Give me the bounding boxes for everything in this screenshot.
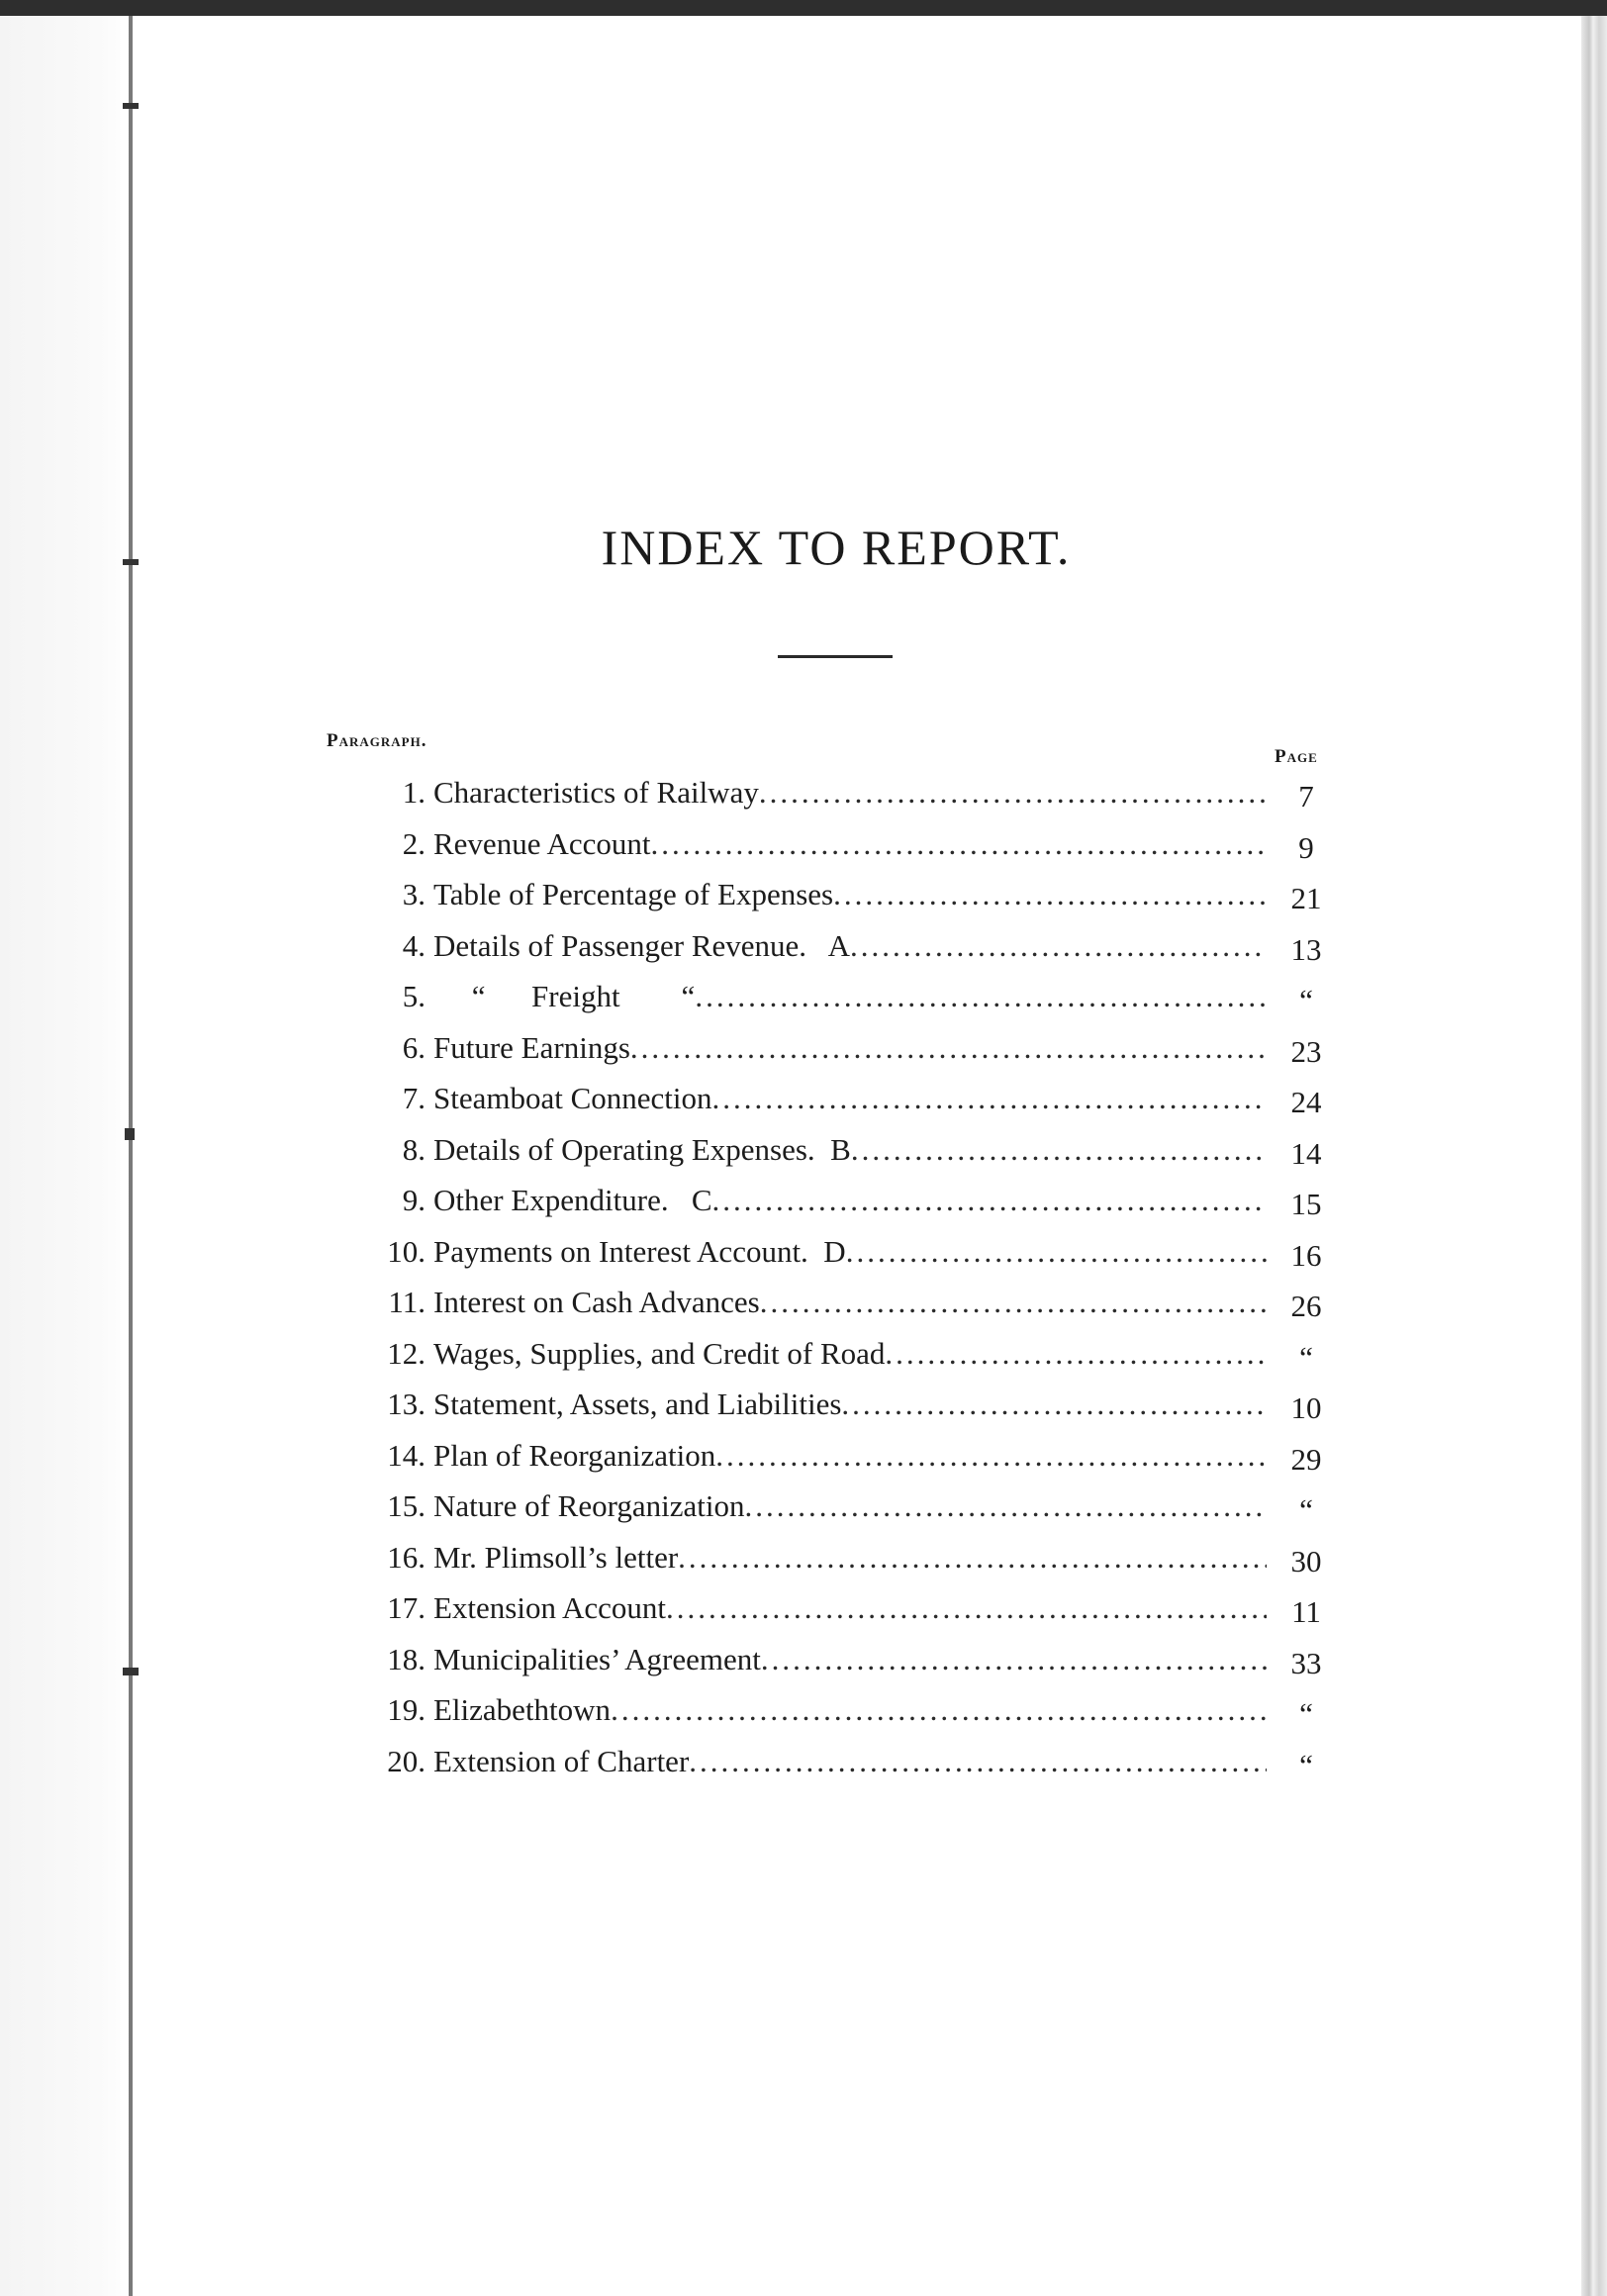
entry-text xyxy=(433,869,1267,920)
index-entry xyxy=(356,1022,1336,1074)
dot-leader xyxy=(841,1379,1267,1430)
entry-text xyxy=(433,1684,1267,1736)
index-entry xyxy=(356,1430,1336,1482)
entry-label: Details of Operating Expenses. B xyxy=(433,1131,851,1167)
entry-page-number: “ xyxy=(1299,1696,1313,1731)
dot-leader xyxy=(761,1634,1267,1685)
entry-number: 12. xyxy=(387,1335,425,1371)
entry-page-number: 23 xyxy=(1290,1033,1322,1069)
entry-label: Steamboat Connection xyxy=(433,1081,712,1115)
binding-mark xyxy=(123,103,139,109)
index-list xyxy=(356,767,1336,1786)
entry-number: 14. xyxy=(387,1437,425,1473)
binding-mark xyxy=(123,1668,139,1675)
entry-label: Extension of Charter xyxy=(433,1743,690,1778)
page-spine-shadow xyxy=(0,16,131,2296)
entry-label: Elizabethtown xyxy=(433,1692,612,1727)
entry-text xyxy=(433,1532,1267,1583)
dot-leader xyxy=(678,1532,1267,1583)
entry-text xyxy=(433,1328,1267,1380)
entry-text xyxy=(433,1073,1267,1124)
entry-label: Details of Passenger Revenue. A xyxy=(433,927,850,963)
entry-text xyxy=(433,1430,1267,1482)
entry-text xyxy=(433,818,1267,870)
entry-label: Municipalities’ Agreement xyxy=(433,1641,761,1676)
entry-page-number: 30 xyxy=(1290,1543,1322,1578)
entry-page-number: 21 xyxy=(1290,881,1322,915)
dot-leader xyxy=(611,1684,1267,1736)
index-entry xyxy=(356,818,1336,870)
dot-leader xyxy=(744,1481,1267,1532)
entry-page-number: 24 xyxy=(1290,1085,1322,1119)
title-rule xyxy=(778,655,893,658)
entry-number: 2. xyxy=(402,825,425,861)
index-entry xyxy=(356,971,1336,1022)
dot-leader xyxy=(885,1328,1267,1380)
entry-number: 6. xyxy=(402,1029,425,1065)
entry-number: 10. xyxy=(387,1233,425,1269)
entry-number: 3. xyxy=(402,877,425,911)
dot-leader xyxy=(833,869,1267,920)
dot-leader xyxy=(630,1022,1267,1074)
dot-leader xyxy=(759,767,1267,818)
index-entry xyxy=(356,1736,1336,1787)
entry-page-number: 7 xyxy=(1298,779,1314,813)
index-entry xyxy=(356,767,1336,818)
dot-leader xyxy=(651,818,1267,870)
binding-mark xyxy=(125,1128,135,1140)
dot-leader xyxy=(712,1175,1267,1226)
index-entry xyxy=(356,1226,1336,1278)
index-entry xyxy=(356,1532,1336,1583)
index-entry xyxy=(356,1379,1336,1430)
dot-leader xyxy=(846,1226,1267,1278)
entry-text xyxy=(433,1175,1267,1226)
entry-page-number: “ xyxy=(1299,1492,1313,1527)
scan-top-edge xyxy=(0,0,1607,16)
index-entry xyxy=(356,1277,1336,1328)
entry-label: Interest on Cash Advances xyxy=(433,1285,760,1319)
entry-number: 7. xyxy=(402,1081,425,1115)
entry-label: Future Earnings xyxy=(433,1029,630,1065)
entry-number: 16. xyxy=(387,1539,425,1575)
index-entry xyxy=(356,1073,1336,1124)
entry-page-number: 15 xyxy=(1290,1187,1322,1221)
entry-label: Other Expenditure. C xyxy=(433,1183,712,1217)
dot-leader xyxy=(666,1582,1267,1634)
entry-page-number: 33 xyxy=(1290,1645,1322,1680)
entry-number: 9. xyxy=(402,1183,425,1217)
entry-label: Mr. Plimsoll’s letter xyxy=(433,1539,679,1575)
entry-number: 11. xyxy=(388,1285,425,1319)
entry-number: 15. xyxy=(387,1488,425,1523)
index-entry xyxy=(356,1634,1336,1685)
entry-text xyxy=(433,1277,1267,1328)
entry-number: 13. xyxy=(387,1387,425,1421)
entry-page-number: 29 xyxy=(1290,1441,1322,1477)
dot-leader xyxy=(712,1073,1267,1124)
entry-label: Statement, Assets, and Liabilities xyxy=(433,1387,842,1421)
entry-text xyxy=(433,1022,1267,1074)
dot-leader xyxy=(851,1124,1267,1176)
entry-label: Revenue Account xyxy=(433,825,651,861)
entry-number: 1. xyxy=(402,775,425,810)
entry-label: Plan of Reorganization xyxy=(433,1437,716,1473)
entry-number: 20. xyxy=(387,1743,425,1778)
entry-page-number: 14 xyxy=(1290,1135,1322,1171)
dot-leader xyxy=(715,1430,1267,1482)
entry-page-number: 13 xyxy=(1290,931,1322,967)
entry-label: Wages, Supplies, and Credit of Road xyxy=(433,1335,886,1371)
entry-number: 17. xyxy=(387,1590,425,1625)
entry-page-number: “ xyxy=(1299,1339,1313,1375)
entry-label: Extension Account xyxy=(433,1590,667,1625)
dot-leader xyxy=(689,1736,1267,1787)
entry-page-number: 11 xyxy=(1291,1594,1321,1629)
index-entry xyxy=(356,1328,1336,1380)
entry-label: Table of Percentage of Expenses xyxy=(433,877,834,911)
entry-text xyxy=(433,1736,1267,1787)
index-entry xyxy=(356,1175,1336,1226)
entry-text xyxy=(433,971,1267,1022)
page-column-header: Page xyxy=(1275,746,1318,767)
index-entry xyxy=(356,869,1336,920)
entry-label: Nature of Reorganization xyxy=(433,1488,745,1523)
entry-page-number: 9 xyxy=(1298,829,1314,865)
entry-text xyxy=(433,1226,1267,1278)
page-edge xyxy=(1581,16,1607,2296)
entry-text xyxy=(433,1634,1267,1685)
entry-page-number: 10 xyxy=(1290,1390,1322,1425)
entry-number: 19. xyxy=(387,1692,425,1727)
entry-number: 5. xyxy=(402,979,425,1013)
binding-line xyxy=(129,16,133,2296)
entry-number: 18. xyxy=(387,1641,425,1676)
dot-leader xyxy=(695,971,1267,1022)
entry-page-number: “ xyxy=(1299,983,1313,1017)
paragraph-column-header: Paragraph. xyxy=(327,730,427,751)
index-entry xyxy=(356,920,1336,972)
dot-leader xyxy=(850,920,1267,972)
entry-page-number: 26 xyxy=(1290,1289,1322,1323)
page-title: INDEX TO REPORT. xyxy=(601,520,1072,575)
index-entry xyxy=(356,1124,1336,1176)
dot-leader xyxy=(760,1277,1267,1328)
index-entry xyxy=(356,1582,1336,1634)
index-entry xyxy=(356,1481,1336,1532)
entry-page-number: 16 xyxy=(1290,1237,1322,1273)
entry-number: 8. xyxy=(402,1131,425,1167)
entry-page-number: “ xyxy=(1299,1747,1313,1782)
entry-text xyxy=(433,1481,1267,1532)
index-entry xyxy=(356,1684,1336,1736)
entry-label: Characteristics of Railway xyxy=(433,775,759,810)
entry-text xyxy=(433,1124,1267,1176)
entry-label: Payments on Interest Account. D xyxy=(433,1233,846,1269)
entry-text xyxy=(433,1379,1267,1430)
entry-text xyxy=(433,1582,1267,1634)
entry-label: “ Freight “ xyxy=(433,979,696,1013)
entry-text xyxy=(433,767,1267,818)
entry-number: 4. xyxy=(402,927,425,963)
entry-text xyxy=(433,920,1267,972)
